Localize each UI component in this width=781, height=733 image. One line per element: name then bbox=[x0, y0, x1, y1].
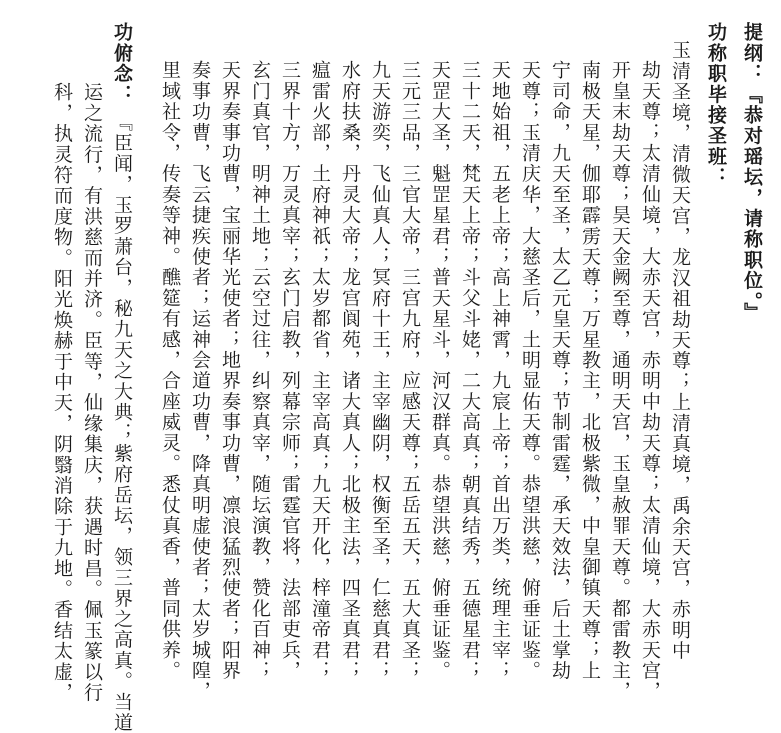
section-heading-funian: 功俯念： bbox=[111, 22, 133, 105]
text-column: 运之流行，有洪慈而并济。臣等，仙缘集庆，获遇时昌。佩玉篆以行 bbox=[81, 82, 103, 703]
text-column: 九天游奕，飞仙真人；冥府十王，主宰幽阴，权衡至圣，仁慈真君； bbox=[369, 60, 391, 681]
text-column: 三十二天，梵天上帝；斗父斗姥，二大高真；朝真结秀，五德星君； bbox=[459, 60, 481, 681]
text-column: 水府扶桑，丹灵大帝；龙宫阆苑，诸大真人；北极主法，四圣真君； bbox=[339, 60, 361, 681]
text-column: 科，执灵符而度物。阳光焕赫于中天，阴翳消除于九地。香结太虚， bbox=[51, 82, 73, 703]
text-column: 天地始祖，五老上帝；高上神霄，九宸上帝；首出万类，统理主宰； bbox=[489, 60, 511, 681]
text-column: 『臣闻，玉罗萧台，秘九天之大典；紫府岳坛，领三界之高真。当道 bbox=[111, 112, 133, 733]
text-column: 瘟雷火部，土府神祇；太岁都省，主宰高真；九天开化，梓潼帝君； bbox=[309, 60, 331, 681]
text-column: 南极天星，伽耶霹雳天尊；万星教主，北极紫微，中皇御镇天尊；上 bbox=[579, 60, 601, 681]
text-column: 天界奏事功曹，宝丽华光使者；地界奏事功曹，凛浪猛烈使者；阳界 bbox=[219, 60, 241, 681]
text-column: 天尊；玉清庆华，大慈圣后，土明显佑天尊。恭望洪慈，俯垂证鉴。 bbox=[519, 60, 541, 681]
text-column: 三元三品，三官大帝，三宫九府，应感天尊；五岳五天，五大真圣； bbox=[399, 60, 421, 681]
text-column: 天罡大圣，魁罡星君；普天星斗，河汉群真。恭望洪慈，俯垂证鉴。 bbox=[429, 60, 451, 681]
text-column: 宁司命，九天至圣，太乙元皇天尊；节制雷霆，承天效法，后土掌劫 bbox=[549, 60, 571, 681]
section-heading-chengzhi: 功称职毕接圣班： bbox=[705, 22, 727, 188]
text-column: 玉清圣境，清微天宫，龙汉祖劫天尊；上清真境，禹余天宫，赤明中 bbox=[669, 40, 691, 661]
text-column: 奏事功曹，飞云捷疾使者；运神会道功曹，降真明虚使者；太岁城隍， bbox=[189, 60, 211, 702]
text-column: 里域社令，传奏等神。醮筵有感，合座威灵。悉仗真香，普同供养。 bbox=[159, 60, 181, 681]
text-column: 开皇末劫天尊；昊天金阙至尊，通明天宫，玉皇赦罪天尊。都雷教主， bbox=[609, 60, 631, 702]
text-column: 劫天尊；太清仙境，大赤天宫，赤明中劫天尊；太清仙境，大赤天宫， bbox=[639, 60, 661, 702]
text-column: 玄门真官，明神土地；云空过往，纠察真宰，随坛演教，赞化百神； bbox=[249, 60, 271, 681]
text-column: 三界十方，万灵真宰；玄门启教，列幕宗师；雷霆官将，法部吏兵， bbox=[279, 60, 301, 681]
tigang-heading: 提纲：『恭对瑶坛，请称职位。』 bbox=[741, 22, 763, 323]
